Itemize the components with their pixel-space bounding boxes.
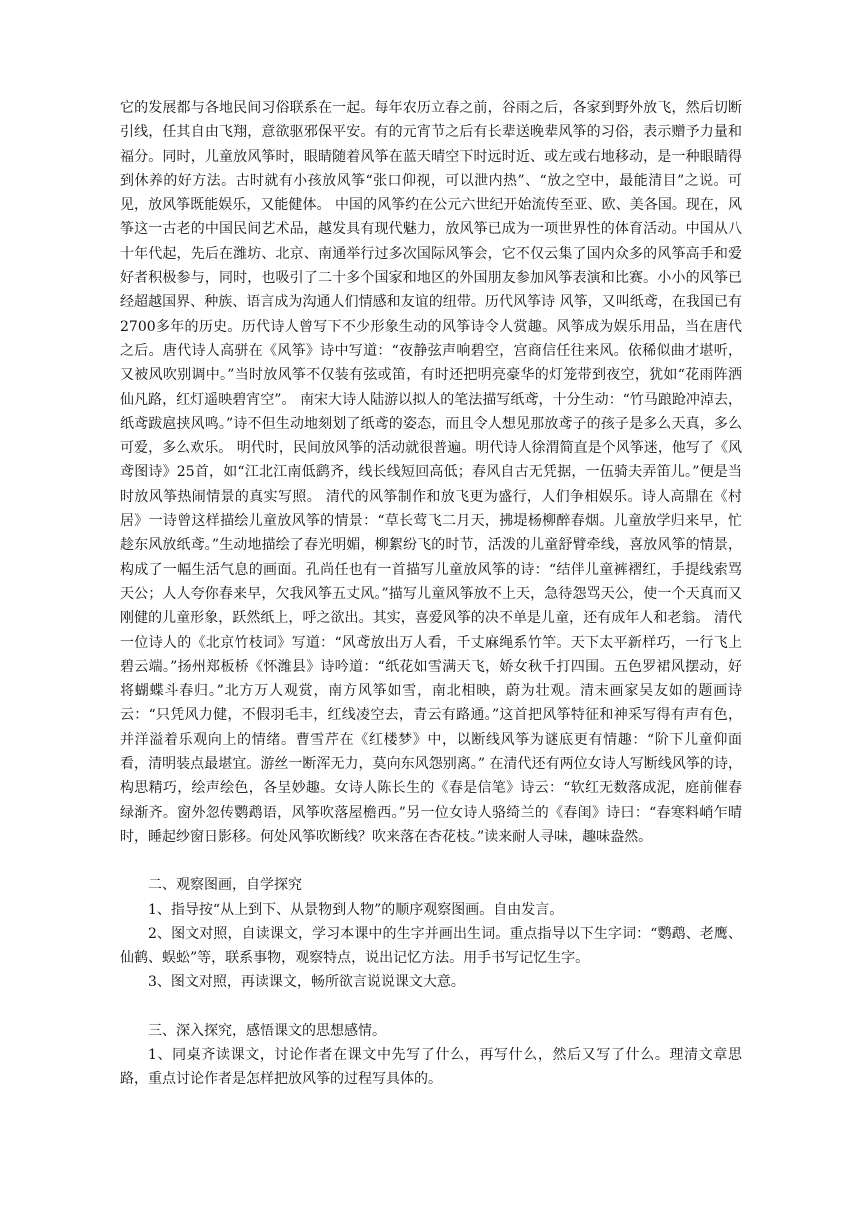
section-2-heading: 二、观察图画，自学探究 [148, 877, 302, 894]
section-2-item-3: 3、图文对照，再读课文，畅所欲言说说课文大意。 [148, 974, 465, 991]
section-2-item-2: 2、图文对照，自读课文，学习本课中的生字并画出生词。重点指导以下生字词：“鹦鹉、老鹰、仙鹤、蜈蚣”等，联系事物，观察特点，说出记忆方法。用手书写记忆生字。 [120, 925, 742, 967]
paragraph-spacer [120, 995, 742, 1019]
paragraph-spacer [120, 849, 742, 873]
body-paragraph: 它的发展都与各地民间习俗联系在一起。每年农历立春之前，谷雨之后，各家到野外放飞，然后切断引线，任其自由飞翔，意欲驱邪保平安。有的元宵节之后有长辈送晚辈风筝的习俗，表示赠予力量和福分。同时，儿童放风筝时，眼睛随着风筝在蓝天晴空下时远时近、或左或右地移动，是一种眼睛得到休养的好方法。古时就有小孩放风筝“张口仰视，可以泄内热”、“放之空中，最能清目”之说。可见，放风筝既能娱乐，又能健体。 中国的风筝约在公元六世纪开始流传至亚、欧、美各国。现在，风筝这一古老的中国民间艺术品，越发具有现代魅力，放风筝已成为一项世界性的体育活动。中国从八十年代起，先后在潍坊、北京、南通举行过多次国际风筝会，它不仅云集了国内众多的风筝高手和爱好者积极参与，同时，也吸引了二十多个国家和地区的外国朋友参加风筝表演和比赛。小小的风筝已经超越国界、种族、语言成为沟通人们情感和友谊的纽带。历代风筝诗 风筝，又叫纸鸢，在我国已有2700多年的历史。历代诗人曾写下不少形象生动的风筝诗令人赏趣。风筝成为娱乐用品，当在唐代之后。唐代诗人高骈在《风筝》诗中写道：“夜静弦声响碧空，宫商信任往来风。依稀似曲才堪听，又被风吹别调中。”当时放风筝不仅装有弦或笛，有时还把明亮豪华的灯笼带到夜空，犹如“花雨阵洒仙凡路，红灯遥映碧宵空”。 南宋大诗人陆游以拟人的笔法描写纸鸢，十分生动：“竹马踉跄冲淖去，纸鸢跋扈挟风鸣。”诗不但生动地刻划了纸鸢的姿态，而且令人想见那放鸢子的孩子是多么天真，多么可爱，多么欢乐。 明代时，民间放风筝的活动就很普遍。明代诗人徐渭简直是个风筝迷，他写了《风鸢图诗》25首，如“江北江南低鹞齐，线长线短回高低；春风自古无凭据，一伍骑夫弄笛儿。”便是当时放风筝热闹情景的真实写照。 清代的风筝制作和放飞更为盛行，人们争相娱乐。诗人高鼎在《村居》一诗曾这样描绘儿童放风筝的情景：“草长莺飞二月天，拂堤杨柳醉春烟。儿童放学归来早，忙趁东风放纸鸢。”生动地描绘了春光明媚，柳絮纷飞的时节，活泼的儿童舒臂牵线，喜放风筝的情景，构成了一幅生活气息的画面。孔尚任也有一首描写儿童放风筝的诗：“结伴儿童裤褶红，手提线索骂天公；人人夸你春来早，欠我风筝五丈风。”描写儿童风筝放不上天，急待怨骂天公，使一个天真而又刚健的儿童形象，跃然纸上，呼之欲出。其实，喜爱风筝的决不单是儿童，还有成年人和老翁。 清代一位诗人的《北京竹枝词》写道：“风鸢放出万人看，千丈麻绳系竹竿。天下太平新样巧，一行飞上碧云端。”扬州郑板桥《怀潍县》诗吟道：“纸花如雪满天飞，娇女秋千打四围。五色罗裙风摆动，好将蝴蝶斗春归。”北方万人观赏，南方风筝如雪，南北相映，蔚为壮观。清末画家吴友如的题画诗云：“只凭风力健，不假羽毛丰，红线凌空去，青云有路通。”这首把风筝特征和神采写得有声有色，并洋溢着乐观向上的情绪。曹雪芹在《红楼梦》中，以断线风筝为谜底更有情趣：“阶下儿童仰面看，清明装点最堪宜。游丝一断浑无力，莫向东风怨别离。” 在清代还有两位女诗人写断线风筝的诗，构思精巧，绘声绘色，各呈妙趣。女诗人陈长生的《春是信笔》诗云：“软红无数落成泥，庭前催春绿渐齐。窗外忽传鹦鹉语，风筝吹落屋檐西。”另一位女诗人骆绮兰的《春闺》诗曰：“春寒料峭乍晴时，睡起纱窗日影移。何处风筝吹断线？吹来落在杏花枝。”读来耐人寻味，趣味盎然。 [120, 100, 742, 845]
section-2-item-1: 1、指导按“从上到下、从景物到人物”的顺序观察图画。自由发言。 [148, 901, 564, 918]
section-3-item-1: 1、同桌齐读课文，讨论作者在课文中先写了什么，再写什么，然后又写了什么。理清文章思路，重点讨论作者是怎样把放风筝的过程写具体的。 [120, 1046, 742, 1088]
section-3-heading: 三、深入探究，感悟课文的思想感情。 [148, 1022, 386, 1039]
document-content [120, 96, 742, 1092]
